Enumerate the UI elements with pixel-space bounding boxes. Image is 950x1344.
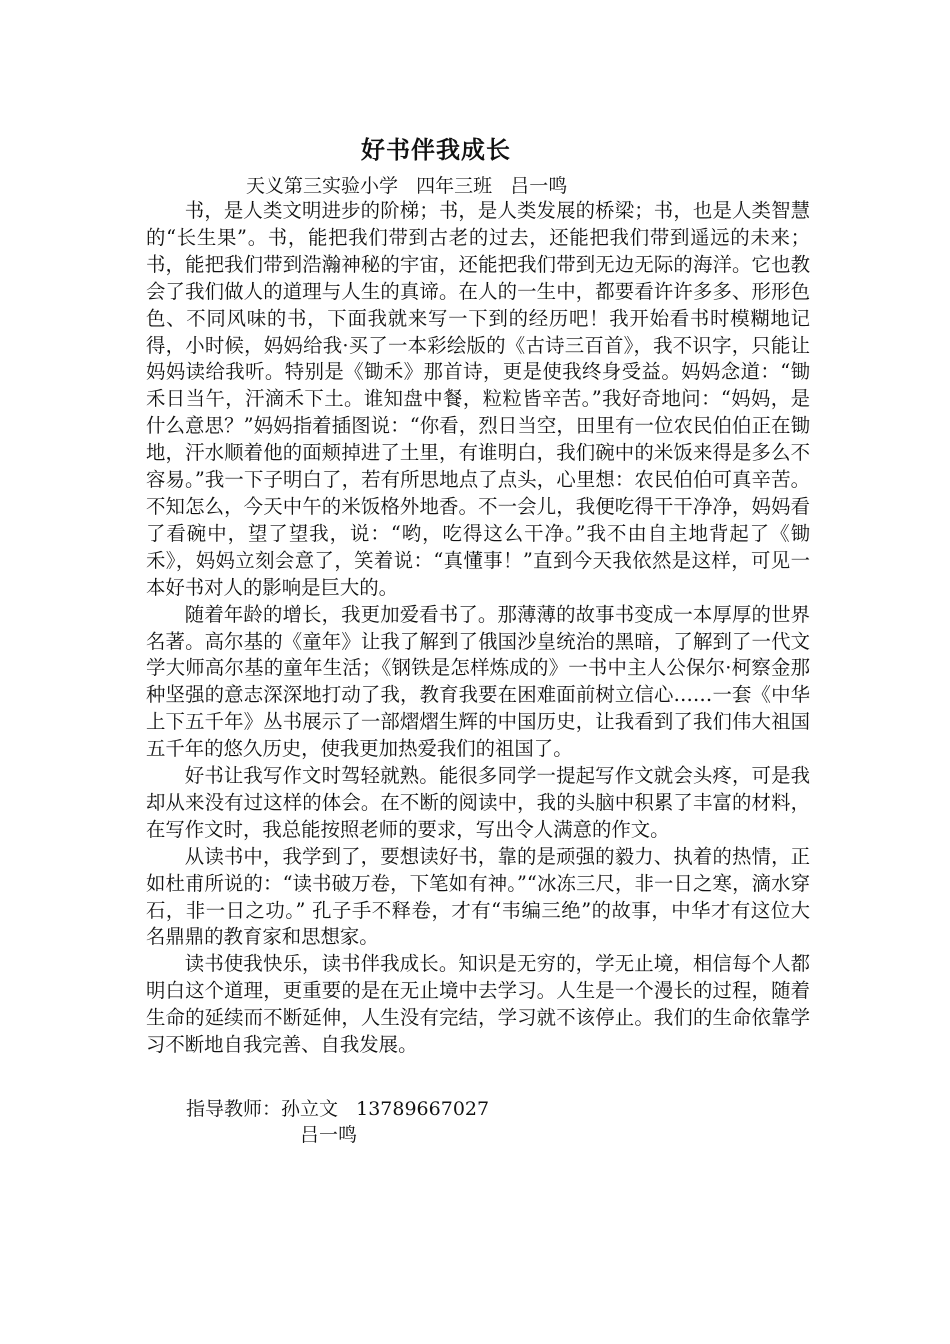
paragraph: 随着年龄的增长，我更加爱看书了。那薄薄的故事书变成一本厚厚的世界名著。高尔基的《童年》让我了解到了俄国沙皇统治的黑暗，了解到了一代文学大师高尔基的童年生活；《钢铁是怎样炼成的》一书中主人公保尔·柯察金那种坚强的意志深深地打动了我，教育我要在困难面前树立信心……一套《中华上下五千年》丛书展示了一部熠熠生辉的中国历史，让我看到了我们伟大祖国五千年的悠久历史，使我更加热爱我们的祖国了。 xyxy=(146,602,810,761)
paragraph: 书，是人类文明进步的阶梯；书，是人类发展的桥梁；书，也是人类智慧的“长生果”。书，能把我们带到古老的过去，还能把我们带到遥远的未来；书，能把我们带到浩瀚神秘的宇宙，还能把我们带到无边无际的海洋。它也教会了我们做人的道理与人生的真谛。在人的一生中，都要看许许多多、形形色色、不同风味的书，下面我就来写一下到的经历吧！我开始看书时模糊地记得，小时候，妈妈给我·买了一本彩绘版的《古诗三百首》，我不识字，只能让妈妈读给我听。特别是《锄禾》那首诗，更是使我终身受益。妈妈念道：“锄禾日当午，汗滴禾下土。谁知盘中餐，粒粒皆辛苦。”我好奇地问：“妈妈，是什么意思？”妈妈指着插图说：“你看，烈日当空，田里有一位农民伯伯正在锄地，汗水顺着他的面颊掉进了土里，有谁明白，我们碗中的米饭来得是多么不容易。”我一下子明白了，若有所思地点了点头，心里想：农民伯伯可真辛苦。不知怎么，今天中午的米饭格外地香。不一会儿，我便吃得干干净净，妈妈看了看碗中，望了望我，说：“哟，吃得这么干净。”我不由自主地背起了《锄禾》，妈妈立刻会意了，笑着说：“真懂事！”直到今天我依然是这样，可见一本好书对人的影响是巨大的。 xyxy=(146,199,810,599)
essay-body xyxy=(146,198,810,1059)
essay-title: 好书伴我成长 xyxy=(361,135,511,164)
paragraph: 从读书中，我学到了，要想读好书，靠的是顽强的毅力、执着的热情，正如杜甫所说的：“读书破万卷，下笔如有神。”“冰冻三尺，非一日之寒，滴水穿石，非一日之功。” 孔子手不释卷，才有“韦编三绝”的故事，中华才有这位大名鼎鼎的教育家和思想家。 xyxy=(146,844,810,949)
paragraph: 好书让我写作文时驾轻就熟。能很多同学一提起写作文就会头疼，可是我却从来没有过这样的体会。在不断的阅读中，我的头脑中积累了丰富的材料，在写作文时，我总能按照老师的要求，写出令人满意的作文。 xyxy=(146,764,810,841)
author-signature: 吕一鸣 xyxy=(300,1124,358,1146)
teacher-line: 指导教师：孙立文 13789667027 xyxy=(186,1098,490,1120)
paragraph: 读书使我快乐，读书伴我成长。知识是无穷的，学无止境，相信每个人都明白这个道理，更重要的是在无止境中去学习。人生是一个漫长的过程，随着生命的延续而不断延伸，人生没有完结，学习就不该停止。我们的生命依靠学习不断地自我完善、自我发展。 xyxy=(146,952,810,1057)
author-byline: 天义第三实验小学 四年三班 吕一鸣 xyxy=(246,175,568,197)
